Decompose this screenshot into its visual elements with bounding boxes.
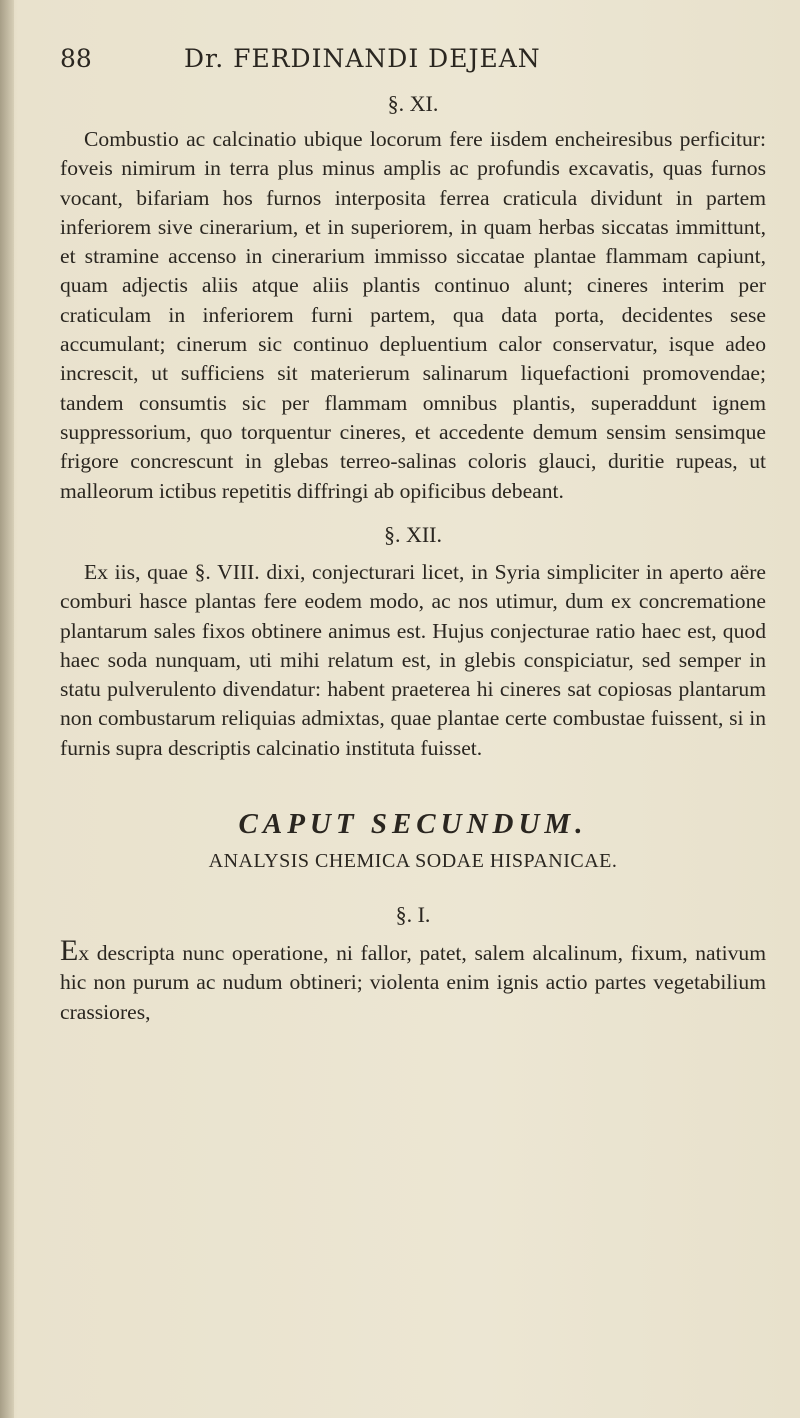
section-xii-paragraph: Ex iis, quae §. VIII. dixi, conjecturari licet, in Syria simpliciter in aperto aëre comburi hasce plantas fere eodem modo, ac nos utimur, dum ex concrematione plantarum sales fixos obtinere animus est. Hujus conjecturae ratio haec est, quod haec soda nunquam, uti mihi relatum est, in glebis conspiciatur, sed semper in statu pulverulento divendatur: habent praeterea hi cineres sat copiosas plantarum non combustarum reliquias admixtas, quae plantae certe combustae fuissent, si in furnis supra descriptis calcinatio instituta fuisset. (60, 560, 766, 760)
chapter-section-i-text (60, 936, 766, 1027)
section-xii-text (60, 558, 766, 763)
section-xi-paragraph: Combustio ac calcinatio ubique locorum fere iisdem encheiresibus perficitur: foveis nimirum in terra plus minus amplis ac profundis excavatis, quas furnos vocant, bifariam hos furnos interposita ferrea craticula dividunt in partem inferiorem sive cinerarium, et in superiorem, in quam herbas siccatas immittunt, et stramine accenso in cinerarium immisso siccatae plantae flammam capiunt, quam adjectis aliis atque aliis plantis continuo alunt; cineres interim per craticulam in inferiorem furni partem, qua data porta, decidentes sese accumulant; cinerum sic continuo depluentium calor conservatur, isque adeo increscit, ut sufficiens sit materierum salinarum liquefactioni promovendae; tandem consumtis sic per flammam omnibus plantis, superaddunt ignem suppressorium, quo torquentur cineres, et accedente demum sensim sensimque frigore concrescunt in glebas terreo-salinas coloris glauci, duritie rupeas, ut malleorum ictibus repetitis diffringi ab opificibus debeant. (60, 127, 766, 503)
section-xi-text (60, 125, 766, 506)
chapter-section-i-paragraph (60, 936, 766, 1027)
chapter-subtitle: ANALYSIS CHEMICA SODAE HISPANICAE. (208, 850, 618, 872)
chapter-section-i-body: x descripta nunc operatione, ni fallor, patet, salem alcalinum, fixum, nativum hic non purum ac nudum obtineri; violenta enim ignis actio partes vegetabilium crassiores, (60, 941, 766, 1024)
section-mark-xi: §. XI. (387, 91, 439, 116)
section-mark-i: §. I. (395, 902, 431, 927)
page-number: 88 (60, 44, 92, 73)
page-header (60, 36, 770, 76)
dropcap-letter: E (60, 934, 79, 967)
chapter-title: CAPUT SECUNDUM. (238, 808, 588, 840)
section-mark-xii: §. XII. (383, 522, 443, 547)
running-title: Dr. FERDINANDI DEJEAN (184, 44, 541, 73)
page-gutter (0, 0, 14, 1418)
